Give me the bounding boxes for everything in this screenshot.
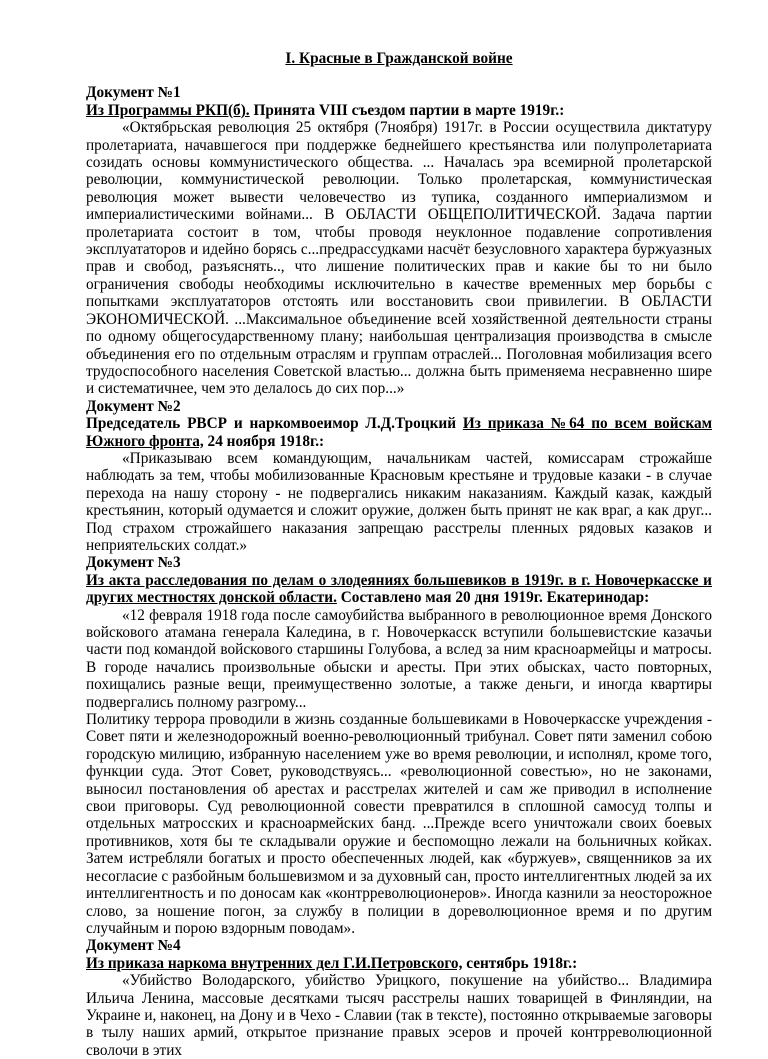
doc2-source-title: Из приказа №64 по всем войскам Южного фронта,	[86, 415, 713, 450]
doc1-source	[86, 102, 712, 119]
doc4-text: «Убийство Володарского, убийство Урицкого, покушение на убийство... Владимира Ильича Ленина, массовые десятками тысяч расстрелы наших товарищей в Финляндии, на Украине и, наконец, на Дону и в Чехо - Славии (так в тексте), постоянно открываемые заговоры в тылу наших армий, открытое признание правых эсеров и прочей контрреволюционной сволочи в этих	[86, 972, 712, 1059]
doc4-source-title: Из приказа наркома внутренних дел Г.И.Петровского,	[86, 954, 463, 972]
doc2-source-date: 24 ноября 1918г.:	[203, 432, 325, 450]
document-page	[86, 50, 712, 1059]
doc2-author: Председатель РВСР и наркомвоеимор Л.Д.Троцкий	[86, 415, 463, 433]
doc2-source	[86, 415, 712, 450]
doc4-source	[86, 955, 712, 972]
doc3-source	[86, 572, 712, 607]
doc2-text: «Приказываю всем командующим, начальникам частей, комиссарам строжайше наблюдать за тем, чтобы мобилизованные Красновым крестьяне и трудовые казаки - в случае перехода на нашу сторону - не подвергались никаким наказаниям. Каждый казак, каждый крестьянин, который одумается и сложит оружие, должен быть принят не как враг, а как друг... Под страхом строжайшего наказания запрещаю расстрелы пленных рядовых казаков и неприятельских солдат.»	[86, 449, 712, 554]
doc1-label: Документ №1	[86, 84, 181, 102]
doc3-label: Документ №3	[86, 554, 181, 572]
page-title: I. Красные в Гражданской войне	[285, 50, 513, 67]
doc4-label: Документ №4	[86, 937, 181, 955]
doc4-source-date: сентябрь 1918г.:	[462, 954, 578, 972]
doc1-source-date: Принята VIII съездом партии в марте 1919г.:	[249, 101, 565, 119]
doc2-label: Документ №2	[86, 397, 181, 415]
doc3-source-title: Из акта расследования по делам о злодеяниях большевиков в 1919г. в г. Новочеркасске и других местностях донской области.	[86, 571, 712, 607]
doc1-text: «Октябрьская революция 25 октября (7ноября) 1917г. в России осуществила диктатуру пролетариата, начавшегося при поддержке беднейшего крестьянства или полупролетариата созидать основы коммунистического общества. ... Началась эра всемирной пролетарской революции, коммунистической революции. Только пролетарская, коммунистическая революция может вывести человечество из тупика, созданного империализмом и империалистическими войнами... В ОБЛАСТИ ОБЩЕПОЛИТИЧЕСКОЙ. Задача партии пролетариата состоит в том, чтобы проводя неуклонное подавление сопротивления эксплуататоров и идейно борясь с...предрассудками насчёт безусловного характера буржуазных прав и свобод, разъяснять.., что лишение политических прав и какие бы то ни было ограничения свободы необходимы исключительно в качестве временных мер борьбы с попытками эксплуататоров отстоять или восстановить свои привилегии. В ОБЛАСТИ ЭКОНОМИЧЕСКОЙ. ...Максимальное объединение всей хозяйственной деятельности страны по одному общегосударственному плану; наибольшая централизация производства в смысле объединения его по отдельным отраслям и группам отраслей... Поголовная мобилизация всего трудоспособного населения Советской властью... должна быть применяема несравненно шире и систематичнее, чем это делалось до сих пор...»	[86, 119, 712, 398]
doc3-text-1: «12 февраля 1918 года после самоубийства выбранного в революционное время Донского войскового атамана генерала Каледина, в г. Новочеркасск вступили большевистские казачьи части под командой войскового старшины Голубова, а вслед за ним красноармейцы и матросы. В городе начались произвольные обыски и аресты. При этих обысках, часто повторных, похищались разные вещи, преимущественно золотые, а также деньги, и иногда квартиры подвергались полному разгрому...	[86, 606, 712, 711]
doc3-source-date: Составлено мая 20 дня 1919г. Екатеринодар:	[336, 589, 650, 607]
doc3-text-2: Политику террора проводили в жизнь созданные большевиками в Новочеркасске учреждения - Совет пяти и железнодорожный военно-революционный трибунал. Совет пяти заменил собою городскую милицию, избранную населением уже во время революции, и исполнял, кроме того, функции суда. Этот Совет, руководствуясь... «революционной совестью», но не законами, выносил постановления об арестах и расстрелах жителей и сам же приводил в исполнение свои приговоры. Суд революционной совести превратился в сплошной самосуд толпы и отдельных матросских и красноармейских банд. ...Прежде всего уничтожали своих боевых противников, хотя бы те складывали оружие и беспомощно лежали на больничных койках. Затем истребляли богатых и просто обеспеченных людей, как «буржуев», священников за их несогласие с разбойным большевизмом и за духовный сан, просто интеллигентных людей за их интеллигентность и по доносам как «контрреволюционеров». Иногда казнили за неосторожное слово, за ношение погон, за службу в полиции в дореволюционное время и по другим случайным и порою вздорным поводам».	[86, 711, 712, 937]
doc1-source-title: Из Программы РКП(б).	[86, 101, 250, 119]
